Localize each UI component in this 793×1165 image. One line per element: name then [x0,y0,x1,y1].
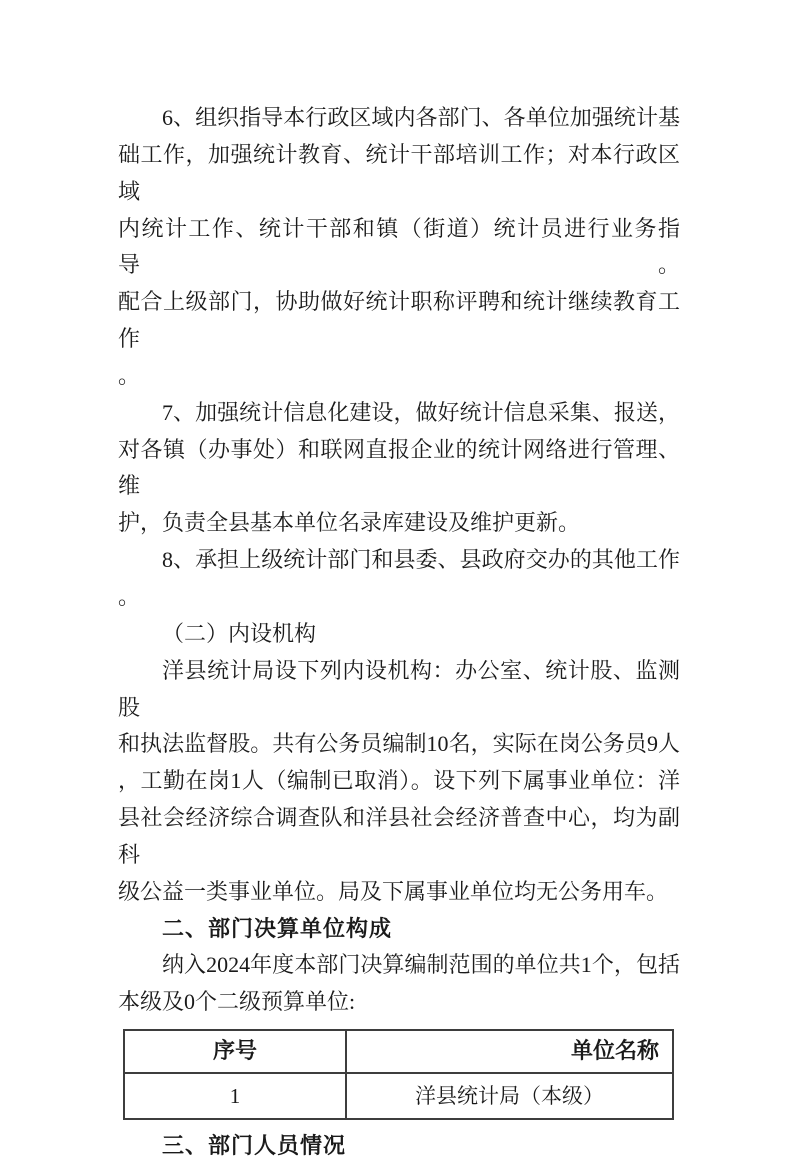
para8-line1: 8、承担上级统计部门和县委、县政府交办的其他工作 [162,547,680,573]
table-row [124,1073,673,1119]
para6-line2: 础工作，加强统计教育、统计干部培训工作；对本行政区域 [118,141,680,204]
para8-line2: 。 [118,583,141,609]
table-header-row [124,1030,673,1073]
para7-line2: 对各镇（办事处）和联网直报企业的统计网络进行管理、维 [118,436,680,499]
document-body [118,100,680,1165]
section-heading-personnel: 三、部门人员情况 [162,1133,347,1159]
para-orgs-line3: ，工勤在岗1人（编制已取消）。设下列下属事业单位：洋 [118,768,680,794]
para7-line1: 7、加强统计信息化建设，做好统计信息采集、报送， [162,399,680,425]
para-scope-line1: 纳入2024年度本部门决算编制范围的单位共1个，包括 [162,952,680,978]
section-heading-unit-composition: 二、部门决算单位构成 [162,915,393,941]
table-cell-unit-name: 洋县统计局（本级） [346,1073,673,1119]
para6-line3: 内统计工作、统计干部和镇（街道）统计员进行业务指导。 [118,215,680,278]
table-header-unit-name: 单位名称 [346,1030,673,1073]
para6-line4: 配合上级部门，协助做好统计职称评聘和统计继续教育工作 [118,289,680,352]
section-heading-internal-orgs: （二）内设机构 [162,620,317,646]
para6-line1: 6、组织指导本行政区域内各部门、各单位加强统计基 [162,105,680,130]
para7-line3: 护，负责全县基本单位名录库建设及维护更新。 [118,510,581,536]
para-orgs-line4: 县社会经济综合调查队和洋县社会经济普查中心，均为副科 [118,805,680,867]
para-orgs-line2: 和执法监督股。共有公务员编制10名，实际在岗公务员9人 [118,731,680,757]
table-header-serial-number: 序号 [124,1030,346,1073]
para-scope-line2: 本级及0个二级预算单位: [118,989,356,1015]
para-orgs-line1: 洋县统计局设下列内设机构：办公室、统计股、监测股 [118,657,680,720]
table-cell-serial-number: 1 [124,1073,346,1119]
para6-line5: 。 [118,362,141,388]
para-orgs-line5: 级公益一类事业单位。局及下属事业单位均无公务用车。 [118,878,669,904]
budget-unit-table [123,1029,674,1120]
